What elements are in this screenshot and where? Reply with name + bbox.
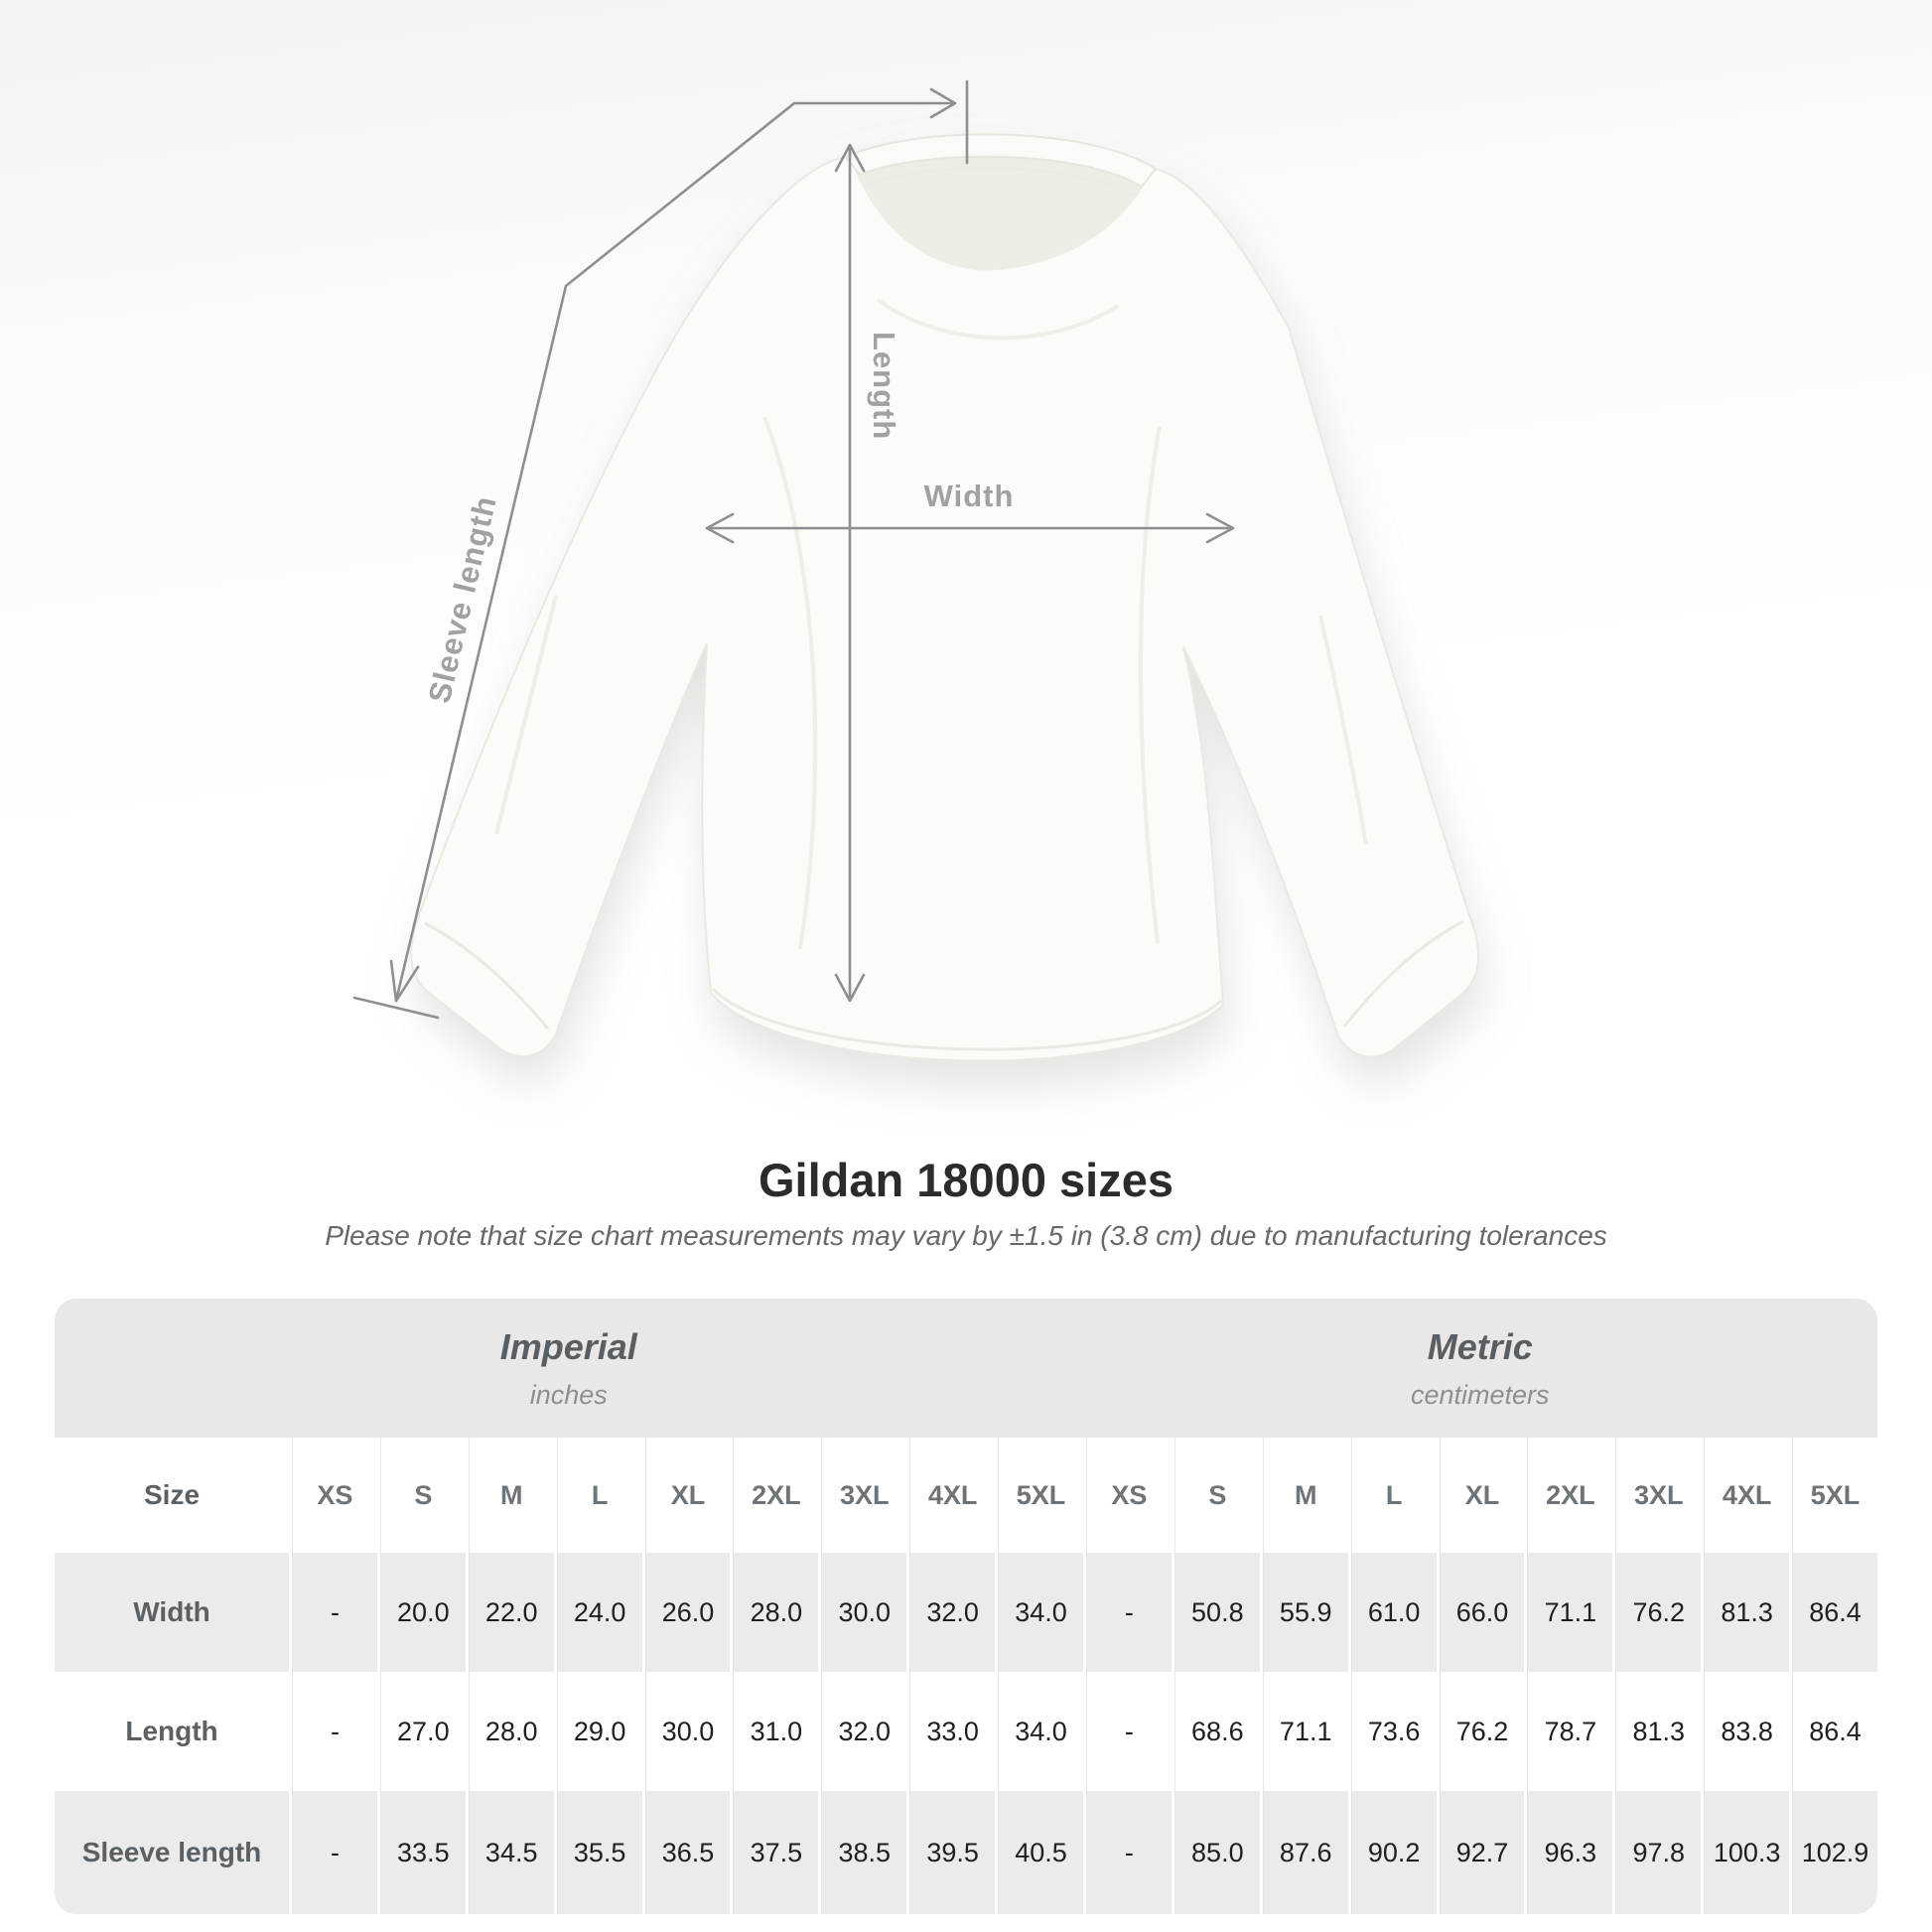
size-table xyxy=(55,1299,1877,1914)
table-cell: 34.0 xyxy=(998,1672,1083,1791)
imperial-header xyxy=(55,1299,1083,1438)
table-cell: 38.5 xyxy=(821,1791,906,1914)
table-cell: 66.0 xyxy=(1440,1553,1525,1672)
table-cell: 32.0 xyxy=(909,1553,995,1672)
sweatshirt-silhouette xyxy=(411,136,1478,1061)
size-header: XS xyxy=(292,1438,377,1553)
table-cell: 90.2 xyxy=(1351,1791,1437,1914)
table-cell: 35.5 xyxy=(557,1791,642,1914)
table-cell: 73.6 xyxy=(1351,1672,1437,1791)
table-row-sleeve-length xyxy=(55,1791,1877,1914)
table-cell: 31.0 xyxy=(733,1672,818,1791)
metric-header xyxy=(1083,1299,1877,1438)
size-header: L xyxy=(1351,1438,1437,1553)
size-header: 4XL xyxy=(1704,1438,1789,1553)
table-cell: 28.0 xyxy=(733,1553,818,1672)
table-row-length xyxy=(55,1672,1877,1791)
size-header: 2XL xyxy=(733,1438,818,1553)
table-cell: - xyxy=(292,1672,377,1791)
tolerance-note: Please note that size chart measurements may vary by ±1.5 in (3.8 cm) due to manufacturing tolerances xyxy=(325,1220,1607,1251)
size-header: M xyxy=(1263,1438,1348,1553)
size-header: XL xyxy=(645,1438,731,1553)
table-cell: 33.5 xyxy=(380,1791,466,1914)
imperial-unit: inches xyxy=(529,1379,608,1410)
table-cell: 87.6 xyxy=(1263,1791,1348,1914)
table-cell: 34.5 xyxy=(469,1791,554,1914)
table-cell: 86.4 xyxy=(1792,1553,1877,1672)
size-header: 4XL xyxy=(909,1438,995,1553)
metric-title: Metric xyxy=(1427,1325,1533,1367)
page-title: Gildan 18000 sizes xyxy=(758,1154,1174,1206)
table-cell: 33.0 xyxy=(909,1672,995,1791)
table-cell: 22.0 xyxy=(469,1553,554,1672)
table-cell: - xyxy=(292,1553,377,1672)
table-cell: 76.2 xyxy=(1440,1672,1525,1791)
metric-unit: centimeters xyxy=(1410,1379,1550,1410)
table-cell: 39.5 xyxy=(909,1791,995,1914)
table-cell: 55.9 xyxy=(1263,1553,1348,1672)
row-label: Sleeve length xyxy=(55,1791,289,1914)
unit-header-band xyxy=(55,1299,1877,1438)
table-row-width xyxy=(55,1553,1877,1672)
table-cell: 24.0 xyxy=(557,1553,642,1672)
table-cell: 102.9 xyxy=(1792,1791,1877,1914)
size-header: XS xyxy=(1086,1438,1172,1553)
table-cell: 30.0 xyxy=(645,1672,731,1791)
size-header: 3XL xyxy=(821,1438,906,1553)
table-cell: 71.1 xyxy=(1263,1672,1348,1791)
table-cell: 97.8 xyxy=(1615,1791,1701,1914)
row-label: Length xyxy=(55,1672,289,1791)
table-cell: 81.3 xyxy=(1704,1553,1789,1672)
table-cell: 32.0 xyxy=(821,1672,906,1791)
table-cell: 83.8 xyxy=(1704,1672,1789,1791)
size-header: S xyxy=(1174,1438,1260,1553)
size-header: XL xyxy=(1440,1438,1525,1553)
table-cell: 20.0 xyxy=(380,1553,466,1672)
table-cell: 26.0 xyxy=(645,1553,731,1672)
table-cell: 96.3 xyxy=(1527,1791,1612,1914)
size-column-label: Size xyxy=(55,1438,289,1553)
table-cell: 29.0 xyxy=(557,1672,642,1791)
table-cell: 36.5 xyxy=(645,1791,731,1914)
table-cell: 86.4 xyxy=(1792,1672,1877,1791)
table-cell: 27.0 xyxy=(380,1672,466,1791)
table-cell: 68.6 xyxy=(1174,1672,1260,1791)
size-header: 2XL xyxy=(1527,1438,1612,1553)
table-cell: 76.2 xyxy=(1615,1553,1701,1672)
table-cell: 81.3 xyxy=(1615,1672,1701,1791)
size-header: L xyxy=(557,1438,642,1553)
size-header: S xyxy=(380,1438,466,1553)
table-cell: 100.3 xyxy=(1704,1791,1789,1914)
table-cell: 71.1 xyxy=(1527,1553,1612,1672)
size-header: 3XL xyxy=(1615,1438,1701,1553)
width-label: Width xyxy=(923,479,1015,513)
size-header: 5XL xyxy=(998,1438,1083,1553)
table-cell: 50.8 xyxy=(1174,1553,1260,1672)
table-cell: 37.5 xyxy=(733,1791,818,1914)
sleeve-length-label: Sleeve length xyxy=(421,491,503,707)
table-cell: 61.0 xyxy=(1351,1553,1437,1672)
table-cell: 78.7 xyxy=(1527,1672,1612,1791)
table-cell: - xyxy=(1086,1791,1172,1914)
size-header: M xyxy=(469,1438,554,1553)
table-cell: - xyxy=(1086,1672,1172,1791)
table-cell: - xyxy=(292,1791,377,1914)
size-header: 5XL xyxy=(1792,1438,1877,1553)
table-cell: 40.5 xyxy=(998,1791,1083,1914)
table-cell: 30.0 xyxy=(821,1553,906,1672)
table-cell: 34.0 xyxy=(998,1553,1083,1672)
table-cell: 85.0 xyxy=(1174,1791,1260,1914)
imperial-title: Imperial xyxy=(499,1325,637,1367)
length-label: Length xyxy=(867,332,901,441)
table-cell: 28.0 xyxy=(469,1672,554,1791)
row-label: Width xyxy=(55,1553,289,1672)
size-header-row xyxy=(55,1438,1877,1553)
sweatshirt-graphic xyxy=(411,134,1478,1060)
table-cell: 92.7 xyxy=(1440,1791,1525,1914)
table-cell: - xyxy=(1086,1553,1172,1672)
